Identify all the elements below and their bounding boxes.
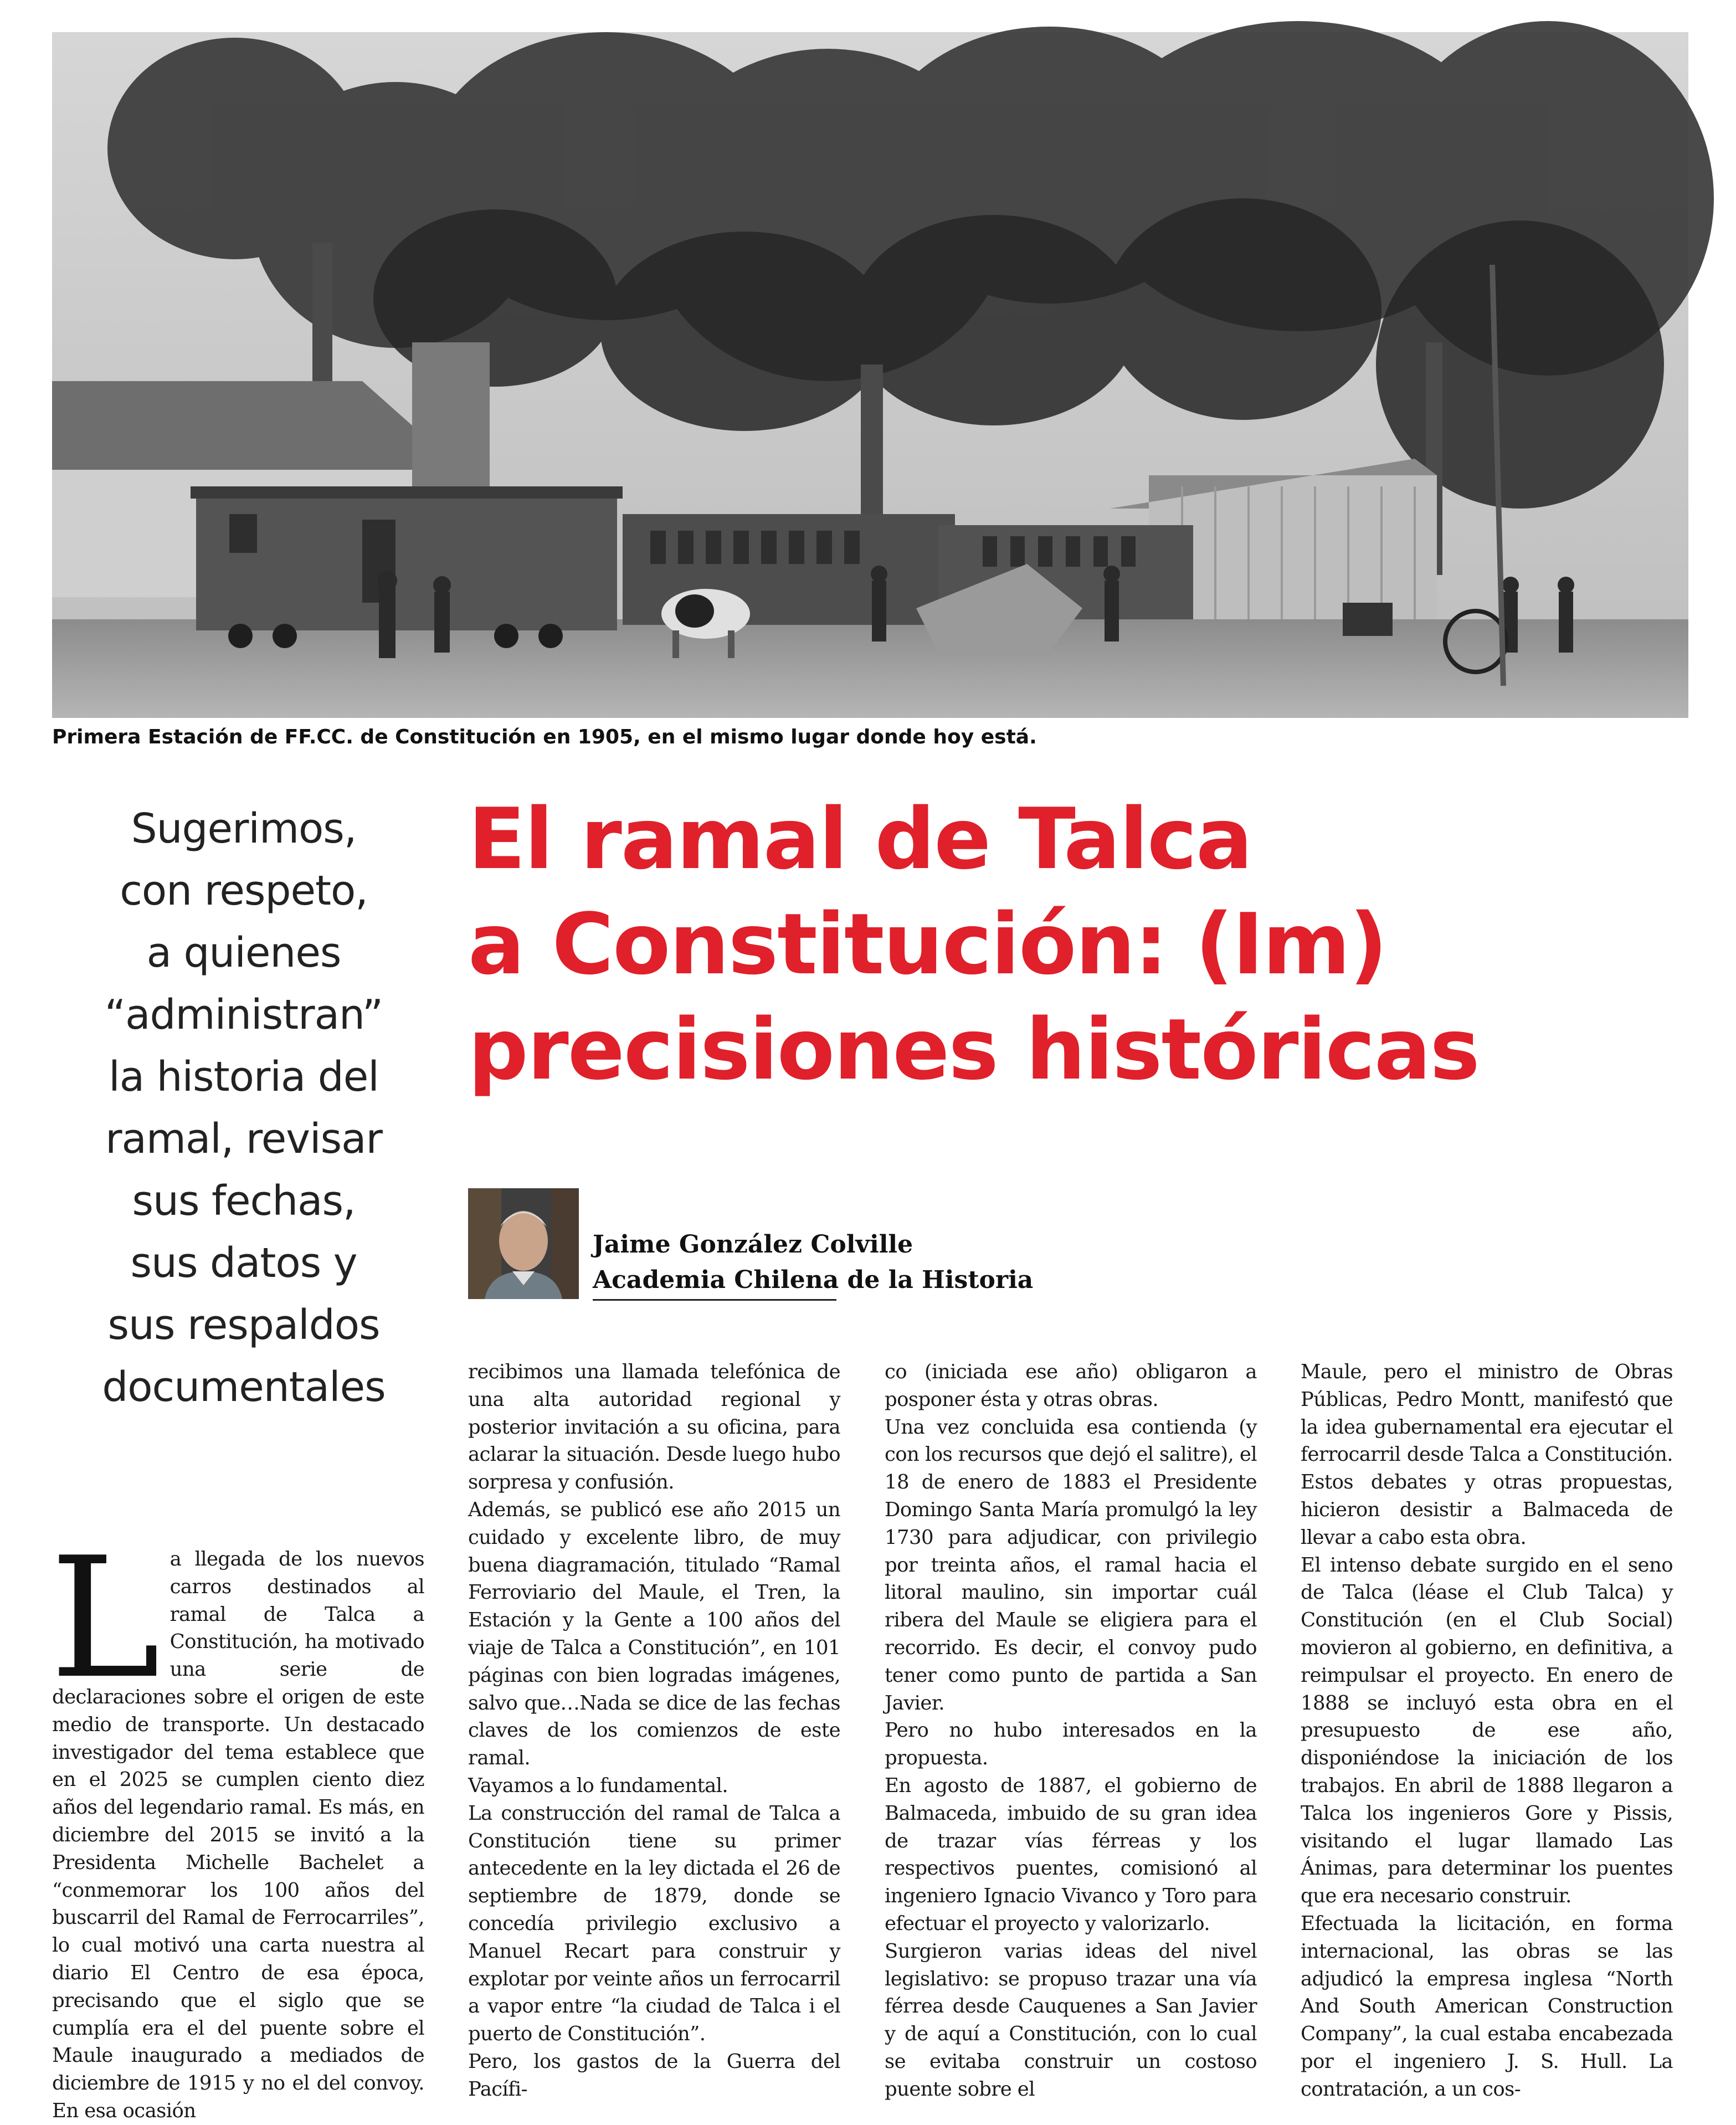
pull-quote-line: ramal, revisar xyxy=(105,1115,382,1163)
pull-quote-line: sus fechas, xyxy=(132,1177,356,1225)
paragraph: La construcción del ramal de Talca a Constitución tiene su primer antecedente en la ley dictada el 26 de septiembre de 1879, donde se concedía privilegio exclusivo a Manuel Recart para construir y explotar por veinte años un ferrocarril a vapor entre “la ciudad de Talca i el puerto de Constitución”. xyxy=(468,1801,840,2046)
paragraph: Además, se publicó ese año 2015 un cuidado y excelente libro, de muy buena diagramación, titulado “Ramal Ferroviario del Maule, el Tren, la Estación y la Gente a 100 años del viaje de Talca a Constitución”, en 101 páginas con bien logradas imágenes, salvo que…Nada se dice de las fechas claves de los comienzos de este ramal. xyxy=(468,1498,840,1770)
pull-quote-line: “administran” xyxy=(104,991,383,1039)
paragraph: Pero no hubo interesados en la propuesta. xyxy=(885,1719,1257,1770)
paragraph: Efectuada la licitación, en forma internacional, las obras se las adjudicó la empresa inglesa “North And South American Construction Company”, la cual estaba encabezada por el ingeniero J. S. Hull. La contratación, a un cos- xyxy=(1301,1912,1673,2101)
paragraph: recibimos una llamada telefónica de una alta autoridad regional y posterior invitación a su oficina, para aclarar la situación. Desde luego hubo sorpresa y confusión. xyxy=(468,1361,840,1494)
paragraph: co (iniciada ese año) obligaron a posponer ésta y otras obras. xyxy=(885,1361,1257,1411)
article-headline xyxy=(468,787,1714,1102)
article-column-1 xyxy=(50,1522,424,2122)
paragraph: Pero, los gastos de la Guerra del Pacífi- xyxy=(468,2050,840,2101)
paragraph: Maule, pero el ministro de Obras Públicas, Pedro Montt, manifestó que la idea gubernamental era ejecutar el ferrocarril desde Talca a Constitución. Estos debates y otras propuestas, hicieron desistir a Balmaceda de llevar a cabo esta obra. xyxy=(1301,1361,1673,1549)
author-avatar xyxy=(468,1188,579,1299)
pull-quote-line: Sugerimos, xyxy=(131,805,357,853)
article-column-3 xyxy=(885,1358,1257,2101)
article-column-4 xyxy=(1301,1358,1673,2101)
paragraph: a llegada de los nuevos carros destinados al ramal de Talca a Constitución, ha motivado una serie de declaraciones sobre el origen de este medio de transporte. Un destacado investigador del tema establece que en el 2025 se cumplen ciento diez años del legendario ramal. Es más, en diciembre del 2015 se invitó a la Presidenta Michelle Bachelet a “conmemorar los 100 años del buscarril del Ramal de Ferrocarriles”, lo cual motivó una carta nuestra al diario El Centro de esa época, precisando que el siglo que se cumplía era el del puente sobre el Maule inaugurado a mediados de diciembre de 1915 y no el del convoy. En esa ocasión xyxy=(52,1548,424,2122)
byline xyxy=(468,1188,1077,1305)
article-column-2 xyxy=(468,1358,840,2101)
author-portrait xyxy=(468,1188,579,1299)
pull-quote-line: a quienes xyxy=(146,929,341,977)
author-name: Jaime González Colville xyxy=(593,1230,913,1259)
author-block xyxy=(593,1227,1033,1298)
headline-line: precisiones históricas xyxy=(468,1000,1479,1099)
paragraph: Vayamos a lo fundamental. xyxy=(468,1774,728,1797)
pull-quote-line: la historia del xyxy=(109,1053,379,1101)
paragraph: El intenso debate surgido en el seno de Talca (léase el Club Talca) y Constitución (en el Club Social) movieron al gobierno, en definitiva, a reimpulsar el proyecto. En enero de 1888 se incluyó esta obra en el presupuesto de ese año, disponiéndose la iniciación de los trabajos. En abril de 1888 llegaron a Talca los ingenieros Gore y Pissis, visitando el lugar llamado Las Ánimas, para determinar los puentes que era necesario construir. xyxy=(1301,1553,1673,1908)
byline-rule xyxy=(593,1299,836,1301)
headline-line: a Constitución: (Im) xyxy=(468,895,1387,993)
drop-cap: L xyxy=(50,1522,160,1715)
photo-caption: Primera Estación de FF.CC. de Constitución en 1905, en el mismo lugar donde hoy está. xyxy=(52,726,1037,748)
paragraph: Una vez concluida esa contienda (y con los recursos que dejó el salitre), el 18 de enero de 1883 el Presidente Domingo Santa María promulgó la ley 1730 para adjudicar, con privilegio por treinta años, el ramal hacia el litoral maulino, sin importar cuál ribera del Maule se eligiera para el recorrido. Es decir, el convoy pudo tener como punto de partida a San Javier. xyxy=(885,1415,1257,1715)
station-photo-illustration xyxy=(52,32,1688,718)
historic-station-photo xyxy=(52,32,1688,718)
pull-quote-line: sus respaldos xyxy=(107,1301,380,1349)
paragraph: Surgieron varias ideas del nivel legislativo: se propuso trazar una vía férrea desde Cauquenes a San Javier y de aquí a Constitución, con lo cual se evitaba construir un costoso puente sobre el xyxy=(885,1939,1257,2101)
pull-quote xyxy=(55,798,432,1418)
pull-quote-line: sus datos y xyxy=(130,1239,357,1287)
pull-quote-line: con respeto, xyxy=(120,867,368,915)
author-affiliation: Academia Chilena de la Historia xyxy=(593,1266,1034,1294)
headline-line: El ramal de Talca xyxy=(468,790,1252,888)
pull-quote-line: documentales xyxy=(102,1363,386,1411)
paragraph: En agosto de 1887, el gobierno de Balmaceda, imbuido de su gran idea de trazar vías férreas y los respectivos puentes, comisionó al ingeniero Ignacio Vivanco y Toro para efectuar el proyecto y valorizarlo. xyxy=(885,1774,1257,1935)
